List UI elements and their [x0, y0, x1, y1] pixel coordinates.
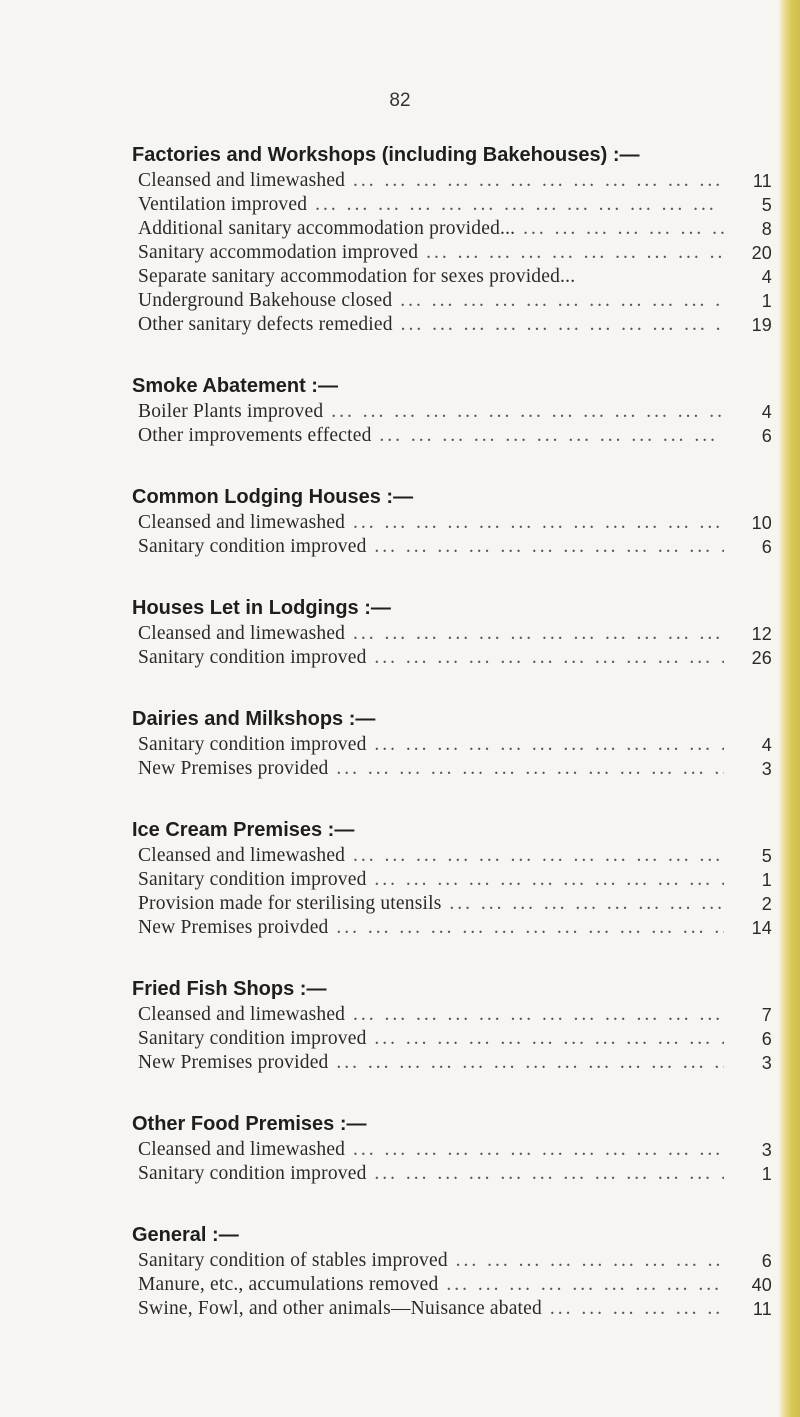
entry-row [132, 1138, 772, 1162]
entry-count: 6 [761, 537, 772, 557]
entry-row [132, 313, 772, 337]
entry-row [132, 757, 772, 781]
entry-row [132, 535, 772, 559]
entry-count: 14 [751, 918, 772, 938]
entry-row [132, 1162, 772, 1186]
entry-row [132, 1051, 772, 1075]
entry-row [132, 241, 772, 265]
entry-label: Cleansed and limewashed ... [138, 511, 724, 535]
entry-row [132, 424, 772, 448]
section-heading: General :— [132, 1224, 239, 1246]
entry-count: 3 [761, 759, 772, 779]
entry-row [132, 289, 772, 313]
page-edge-discoloration [778, 0, 800, 1417]
entry-label: Underground Bakehouse closed ... [138, 289, 724, 313]
section [132, 1110, 772, 1186]
entry-count: 6 [761, 1029, 772, 1049]
entry-count: 6 [761, 426, 772, 446]
section-heading: Dairies and Milkshops :— [132, 708, 376, 730]
entry-row [132, 169, 772, 193]
entry-label: Other improvements effected ... [138, 424, 724, 448]
section-heading: Fried Fish Shops :— [132, 978, 327, 1000]
section [132, 816, 772, 940]
entry-label: Boiler Plants improved ... [138, 400, 724, 424]
section [132, 705, 772, 781]
entry-label: Manure, etc., accumulations removed ... [138, 1273, 724, 1297]
entry-label: Additional sanitary accommodation provided... ... [138, 217, 724, 241]
entry-row [132, 1003, 772, 1027]
entry-label: Cleansed and limewashed ... [138, 1003, 724, 1027]
section-heading: Houses Let in Lodgings :— [132, 597, 391, 619]
section-heading: Other Food Premises :— [132, 1113, 367, 1135]
entry-count: 3 [761, 1140, 772, 1160]
entry-count: 4 [761, 267, 772, 287]
entry-count: 5 [761, 195, 772, 215]
entry-row [132, 265, 772, 289]
entry-count: 4 [761, 735, 772, 755]
entry-row [132, 193, 772, 217]
entry-label: Sanitary accommodation improved ... [138, 241, 724, 265]
entry-row [132, 733, 772, 757]
entry-label: Cleansed and limewashed ... [138, 1138, 724, 1162]
entry-count: 20 [751, 243, 772, 263]
entry-row [132, 868, 772, 892]
entry-count: 8 [761, 219, 772, 239]
entry-label: New Premises provided ... [138, 757, 724, 781]
entry-count: 19 [751, 315, 772, 335]
entry-label: Sanitary condition improved ... [138, 646, 724, 670]
entry-row [132, 400, 772, 424]
entry-count: 40 [751, 1275, 772, 1295]
section-heading: Smoke Abatement :— [132, 375, 338, 397]
entry-row [132, 646, 772, 670]
entry-row [132, 892, 772, 916]
entry-label: Swine, Fowl, and other animals—Nuisance abated ... [138, 1297, 724, 1321]
entry-row [132, 916, 772, 940]
entry-label: Cleansed and limewashed ... [138, 622, 724, 646]
section-heading: Factories and Workshops (including Bakehouses) :— [132, 144, 640, 166]
entry-label: Sanitary condition improved ... [138, 535, 724, 559]
entry-count: 7 [761, 1005, 772, 1025]
entry-count: 12 [751, 624, 772, 644]
section-heading: Ice Cream Premises :— [132, 819, 355, 841]
page-number: 82 [389, 90, 411, 111]
entry-label: Ventilation improved ... [138, 193, 724, 217]
entry-label: Cleansed and limewashed ... [138, 844, 724, 868]
section [132, 1221, 772, 1321]
entry-count: 3 [761, 1053, 772, 1073]
section [132, 483, 772, 559]
entry-count: 2 [761, 894, 772, 914]
entry-row [132, 1249, 772, 1273]
section-heading: Common Lodging Houses :— [132, 486, 414, 508]
section [132, 975, 772, 1075]
entry-row [132, 1027, 772, 1051]
entry-label: New Premises provided ... [138, 1051, 724, 1075]
entry-label: Other sanitary defects remedied ... [138, 313, 724, 337]
entry-count: 5 [761, 846, 772, 866]
entry-label: Sanitary condition improved ... [138, 1027, 724, 1051]
entry-row [132, 1297, 772, 1321]
section [132, 594, 772, 670]
entry-count: 1 [761, 870, 772, 890]
entry-label: Sanitary condition of stables improved ... [138, 1249, 724, 1273]
entry-label: Sanitary condition improved ... [138, 868, 724, 892]
entry-label: Sanitary condition improved ... [138, 733, 724, 757]
entry-label: New Premises proivded ... [138, 916, 724, 940]
entry-label: Separate sanitary accommodation for sexes provided... [138, 266, 576, 287]
entry-row [132, 1273, 772, 1297]
report-body [132, 141, 772, 1356]
entry-count: 1 [761, 1164, 772, 1184]
entry-row [132, 844, 772, 868]
entry-count: 4 [761, 402, 772, 422]
entry-row [132, 511, 772, 535]
entry-count: 11 [752, 1299, 772, 1319]
entry-count: 1 [761, 291, 772, 311]
entry-count: 10 [751, 513, 772, 533]
section [132, 141, 772, 337]
entry-label: Cleansed and limewashed ... [138, 169, 724, 193]
entry-label: Sanitary condition improved ... [138, 1162, 724, 1186]
entry-row [132, 217, 772, 241]
entry-row [132, 622, 772, 646]
entry-count: 11 [752, 171, 772, 191]
entry-label: Provision made for sterilising utensils ... [138, 892, 724, 916]
section [132, 372, 772, 448]
entry-count: 26 [751, 648, 772, 668]
entry-count: 6 [761, 1251, 772, 1271]
